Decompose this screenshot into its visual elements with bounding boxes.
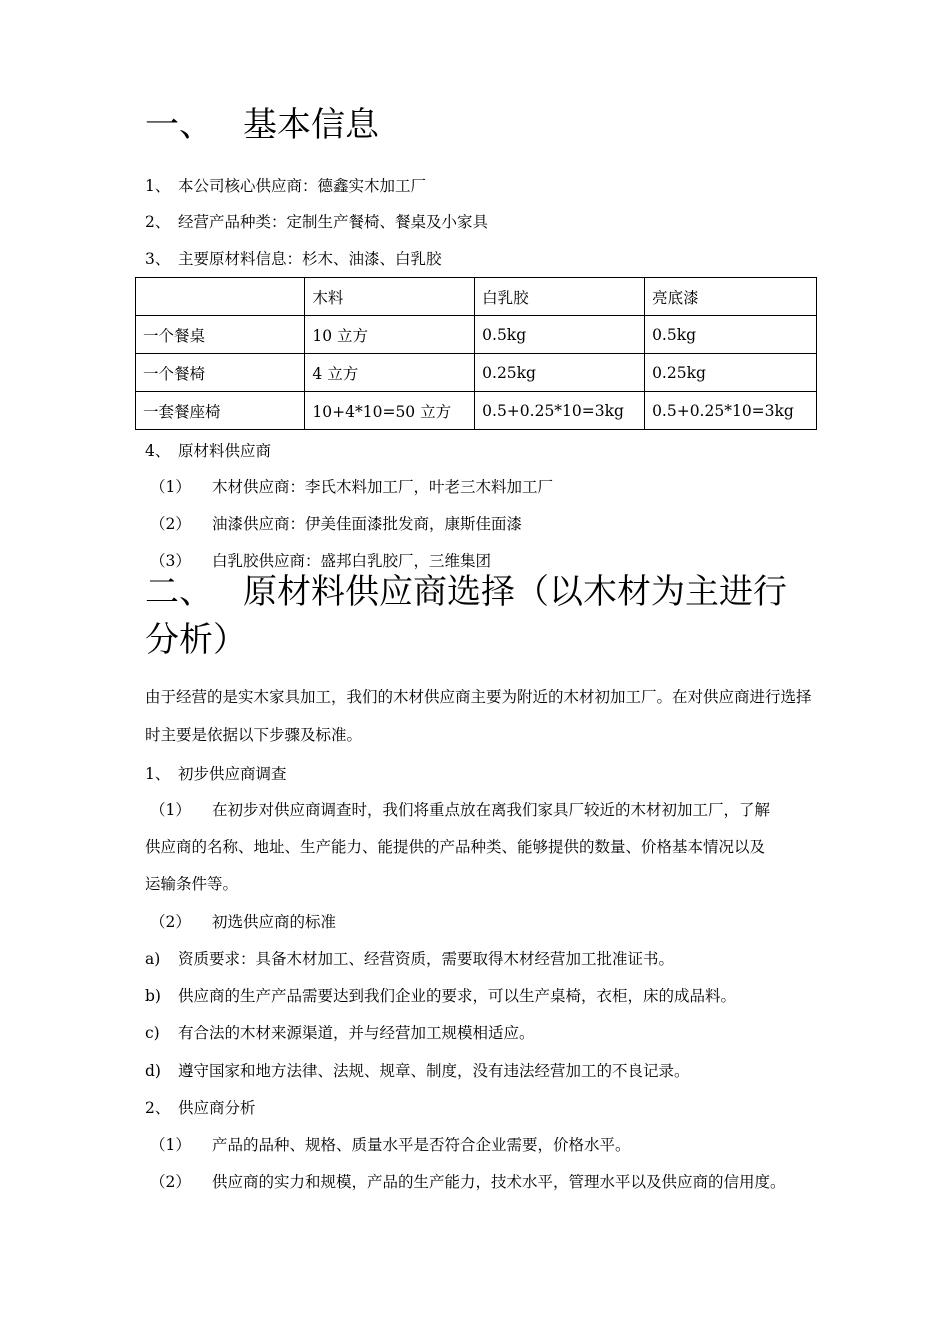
- item-label: c): [145, 1024, 160, 1042]
- table-header-cell: [136, 278, 305, 316]
- list-item: [145, 948, 674, 970]
- item-text: 有合法的木材来源渠道，并与经营加工规模相适应。: [178, 1024, 535, 1042]
- table-cell: 一个餐桌: [136, 316, 305, 354]
- table-cell: 0.25kg: [475, 354, 645, 392]
- item-text: 在初步对供应商调查时，我们将重点放在离我们家具厂较近的木材初加工厂，了解: [212, 801, 771, 819]
- table-header-cell: 亮底漆: [645, 278, 817, 316]
- table-header-cell: 白乳胶: [475, 278, 645, 316]
- table-cell: 4 立方: [305, 354, 475, 392]
- section-2-title-line1: 原材料供应商选择（以木材为主进行: [243, 572, 787, 612]
- item-text: 初步供应商调查: [178, 765, 287, 783]
- table-header-row: [136, 278, 817, 316]
- item-label: （2）: [150, 515, 191, 533]
- item-text: 遵守国家和地方法律、法规、规章、制度，没有违法经营加工的不良记录。: [178, 1062, 690, 1080]
- list-item: [145, 175, 426, 197]
- item-label: （1）: [150, 801, 191, 819]
- table-cell: 0.25kg: [645, 354, 817, 392]
- table-cell: 0.5kg: [475, 316, 645, 354]
- list-item: [145, 1022, 535, 1044]
- list-item: [145, 440, 271, 462]
- list-item: [150, 1171, 786, 1193]
- table-cell: 一套餐座椅: [136, 392, 305, 430]
- item-text: 产品的品种、规格、质量水平是否符合企业需要，价格水平。: [212, 1136, 631, 1154]
- list-item: [150, 1134, 631, 1156]
- list-item: [145, 1097, 256, 1119]
- section-2-title-line2: 分析）: [145, 620, 247, 660]
- item-text: 白乳胶供应商：盛邦白乳胶厂，三维集团: [212, 552, 492, 570]
- list-item: [145, 248, 442, 270]
- list-item: [145, 211, 488, 233]
- item-text: 原材料供应商: [178, 442, 272, 460]
- table-cell: 一个餐椅: [136, 354, 305, 392]
- list-item: [145, 763, 287, 785]
- paragraph-continuation: 运输条件等。: [145, 875, 239, 893]
- intro-paragraph: 由于经营的是实木家具加工，我们的木材供应商主要为附近的木材初加工厂。在对供应商进行选择时主要是依据以下步骤及标准。: [145, 688, 812, 744]
- item-label: d): [145, 1062, 161, 1080]
- item-label: 4、: [145, 442, 171, 460]
- section-2-heading-cont: [145, 618, 247, 662]
- item-label: 2、: [145, 1099, 171, 1117]
- item-text: 供应商的实力和规模，产品的生产能力，技术水平，管理水平以及供应商的信用度。: [212, 1173, 786, 1191]
- item-text: 初选供应商的标准: [212, 913, 337, 931]
- section-2-heading: [145, 570, 787, 614]
- item-label: 1、: [145, 765, 171, 783]
- materials-table: [135, 277, 817, 430]
- item-text: 资质要求：具备木材加工、经营资质，需要取得木材经营加工批准证书。: [178, 950, 675, 968]
- item-label: b): [145, 987, 161, 1005]
- item-label: 1、: [145, 177, 171, 195]
- table-header-cell: 木料: [305, 278, 475, 316]
- table-cell: 10+4*10=50 立方: [305, 392, 475, 430]
- item-label: （1）: [150, 1136, 191, 1154]
- item-text: 供应商的生产产品需要达到我们企业的要求，可以生产桌椅，衣柜，床的成品料。: [178, 987, 737, 1005]
- item-text: 经营产品种类：定制生产餐椅、餐桌及小家具: [178, 213, 489, 231]
- paragraph-continuation: 供应商的名称、地址、生产能力、能提供的产品种类、能够提供的数量、价格基本情况以及: [145, 838, 766, 856]
- item-label: （3）: [150, 552, 191, 570]
- table-cell: 0.5+0.25*10=3kg: [645, 392, 817, 430]
- item-label: 3、: [145, 250, 171, 268]
- list-item: [150, 476, 553, 498]
- table-cell: 10 立方: [305, 316, 475, 354]
- item-label: （2）: [150, 1173, 191, 1191]
- item-text: 木材供应商：李氏木料加工厂，叶老三木料加工厂: [212, 478, 554, 496]
- section-1-heading: [145, 103, 379, 147]
- list-item: [145, 985, 736, 1007]
- table-row: [136, 354, 817, 392]
- item-label: （2）: [150, 913, 191, 931]
- table-cell: 0.5+0.25*10=3kg: [475, 392, 645, 430]
- table-cell: 0.5kg: [645, 316, 817, 354]
- table-row: [136, 392, 817, 430]
- list-item: [150, 799, 770, 821]
- item-text: 主要原材料信息：杉木、油漆、白乳胶: [178, 250, 442, 268]
- section-2-number: 二、: [145, 572, 213, 612]
- list-item: [150, 911, 336, 933]
- section-1-title: 基本信息: [243, 105, 379, 145]
- list-item: [150, 550, 491, 572]
- item-text: 供应商分析: [178, 1099, 256, 1117]
- list-item: [150, 513, 522, 535]
- item-label: 2、: [145, 213, 171, 231]
- item-label: a): [145, 950, 161, 968]
- section-1-number: 一、: [145, 105, 213, 145]
- table-row: [136, 316, 817, 354]
- item-label: （1）: [150, 478, 191, 496]
- item-text: 油漆供应商：伊美佳面漆批发商，康斯佳面漆: [212, 515, 523, 533]
- item-text: 本公司核心供应商：德鑫实木加工厂: [178, 177, 427, 195]
- list-item: [145, 1060, 690, 1082]
